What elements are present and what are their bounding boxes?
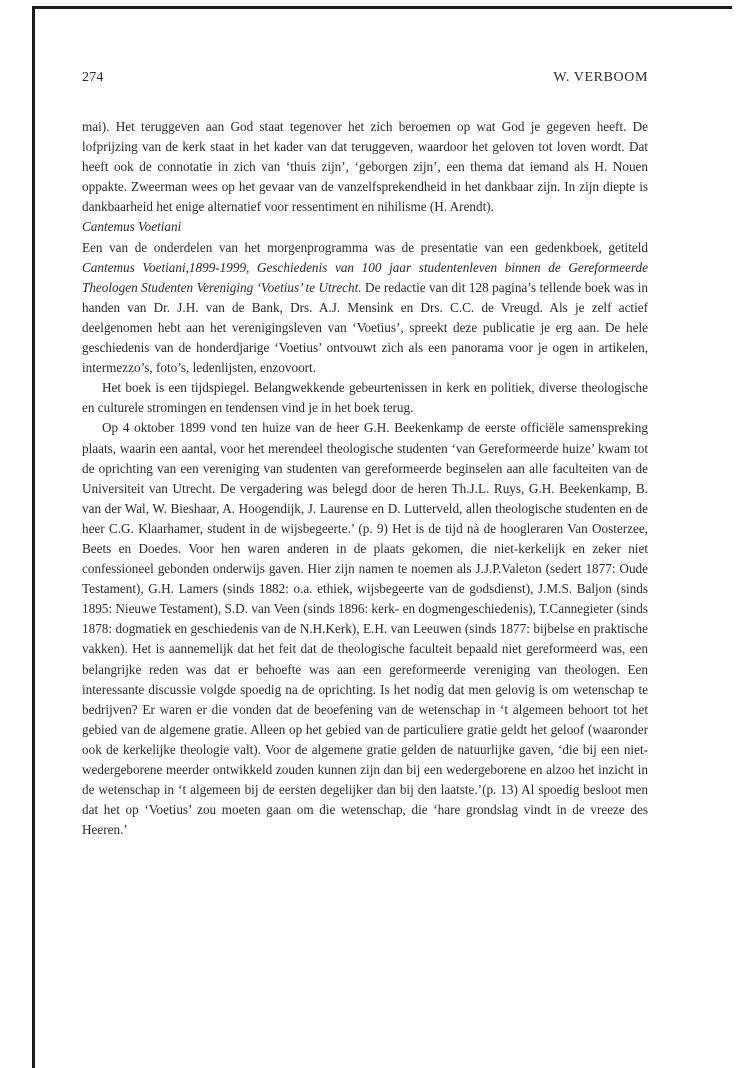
running-head-author: W. VERBOOM	[553, 70, 648, 85]
page-header	[82, 70, 648, 90]
book-title: Cantemus Voetiani,1899-1999, Geschiedenis van 100 jaar studentenleven binnen de Gereformeerde Theologen Studenten Vereniging ‘Voetius’ te Utrecht.	[82, 259, 648, 295]
paragraph-founding-history: Op 4 oktober 1899 vond ten huize van de heer G.H. Beekenkamp de eerste officiële samenspreking plaats, waarin een aantal, voor het merendeel theologische studenten ‘van Gereformeerde huize’ kwam tot de oprichting van een vereniging van studenten van gereformeerde beginselen aan alle faculteiten van de Universiteit van Utrecht. De vergadering was belegd door de heren Th.J.L. Ruys, G.H. Beekenkamp, B. van der Wal, W. Bieshaar, A. Hoogendijk, J. Laurense en D. Lutterveld, allen theologische studenten en de heer C.G. Klaarhamer, student in de wijsbegeerte.’ (p. 9) Het is de tijd nà de hoogleraren Van Oosterzee, Beets en Doedes. Voor hen waren anderen in de plaats gekomen, die niet-kerkelijk en zeker niet confessioneel gebonden onderwijs gaven. Hier zijn namen te noemen als J.J.P.Valeton (sedert 1877: Oude Testament), G.H. Lamers (sinds 1882: o.a. ethiek, wijsbegeerte van de godsdienst), J.M.S. Baljon (sinds 1895: Nieuwe Testament), S.D. van Veen (sinds 1896: kerk- en dogmengeschiedenis), T.Cannegieter (sinds 1878: dogmatiek en geschiedenis van de N.H.Kerk), E.H. van Leeuwen (sinds 1877: bijbelse en praktische vakken). Het is aannemelijk dat het feit dat de theologische faculteit bepaald niet gereformeerd was, een belangrijke reden was dat er behoefte was aan een gereformeerde vereniging van theologen. Een interessante discussie volgde spoedig na de oprichting. Is het nodig dat men gelovig is om wetenschap te bedrijven? Er waren er die vonden dat de beoefening van de wetenschap in ‘t algemeen behoort tot het gebied van de algemene gratie. Alleen op het gebied van de particuliere gratie geldt het geloof (waaronder ook de kerkelijke theologie valt). Voor de algemene gratie gelden de natuurlijke gaven, ‘die bij een niet-wedergeborene meerder ontwikkeld zouden kunnen zijn dan bij een wedergeborene en alzoo het inzicht in de wetenschap in ‘t algemeen bij de eersten degelijker dan bij den laatste.’(p. 13) Al spoedig besloot men dat het op ‘Voetius’ zou moeten gaan om die wetenschap, die ‘hare grondslag vindt in de vreeze des Heeren.’	[82, 420, 648, 838]
paragraph-text: Een van de onderdelen van het morgenprogramma was de presentatie van een gedenkboek, getiteld	[82, 239, 648, 255]
page-number: 274	[82, 70, 104, 85]
paragraph-text: De redactie van dit 128 pagina’s tellende boek was in handen van Dr. J.H. van de Bank, Drs. A.J. Mensink en Drs. C.C. de Vreugd. Als je zelf actief deelgenomen hebt aan het verenigingsleven van ‘Voetius’, spreekt deze publicatie je erg aan. De hele geschiedenis van de honderdjarige ‘Voetius’ ontvouwt zich als een panorama voor je ogen in artikelen, intermezzo’s, foto’s, ledenlijsten, enzovoort.	[82, 279, 649, 376]
paragraph-intro: mai). Het teruggeven aan God staat tegenover het zich beroemen op wat God je gegeven heeft. De lofprijzing van de kerk staat in het kader van dat teruggeven, waardoor het geloven tot loven wordt. Dat heeft ook de connotatie in zich van ‘thuis zijn’, ‘geborgen zijn’, een thema dat iemand als H. Nouen oppakte. Zweerman wees op het gevaar van de vanzelfsprekendheid in het dankbaar zijn. In zijn diepte is dankbaarheid het enige alternatief voor ressentiment en nihilisme (H. Arendt).	[82, 119, 648, 215]
paragraph-time-mirror: Het boek is een tijdspiegel. Belangwekkende gebeurtenissen in kerk en politiek, diverse theologische en culturele stromingen en tendensen vind je in het boek terug.	[82, 380, 648, 416]
paragraph-book-presentation	[82, 238, 648, 379]
body-text	[82, 117, 648, 840]
section-heading: Cantemus Voetiani	[82, 219, 182, 235]
